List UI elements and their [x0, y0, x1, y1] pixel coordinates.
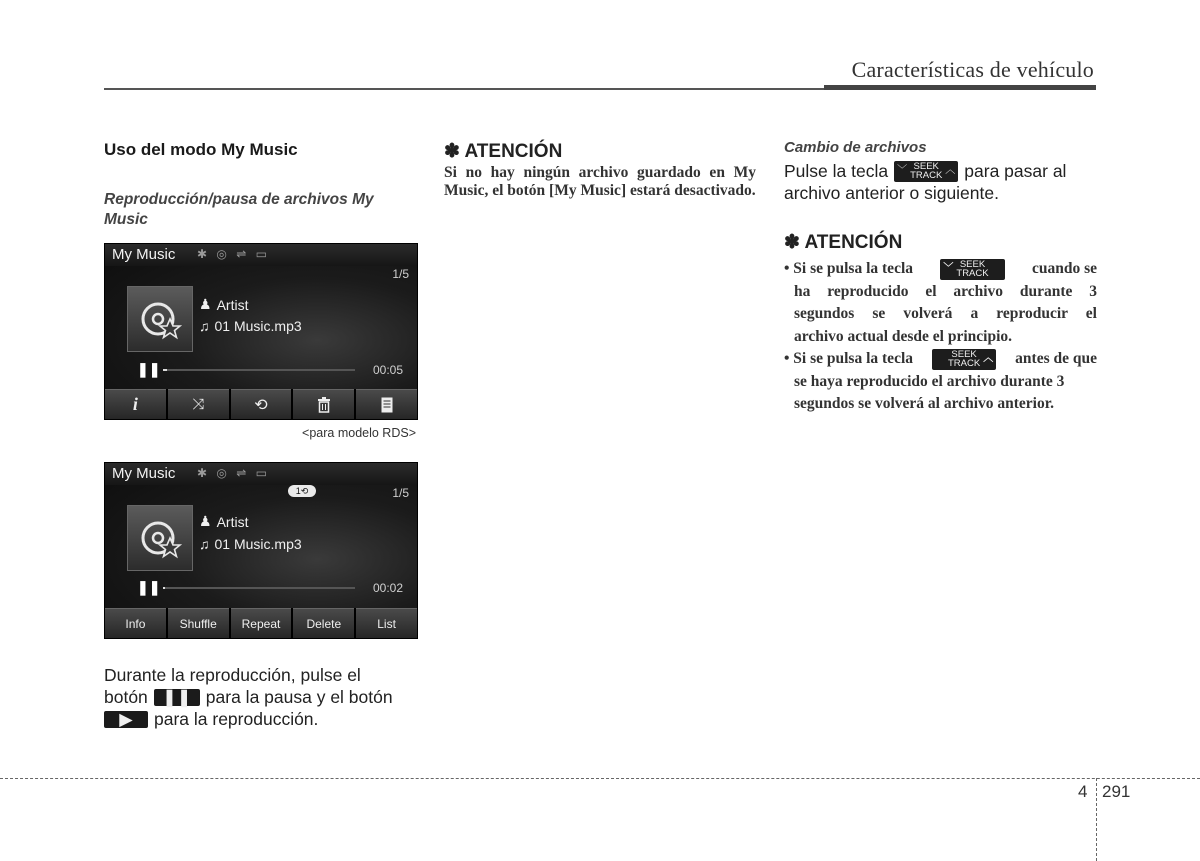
bullet-line [784, 348, 1097, 371]
repeat-button[interactable]: Repeat [231, 608, 292, 638]
track-name: 01 Music.mp3 [214, 318, 302, 334]
shuffle-button[interactable]: Shuffle [168, 608, 229, 638]
pause-icon[interactable]: ❚❚ [137, 361, 161, 377]
footer-divider [1096, 778, 1097, 861]
shuffle-icon: ⤨ [192, 396, 205, 413]
text-line [104, 708, 417, 730]
artist-name: Artist [216, 513, 249, 530]
text-span: cuando se [1031, 260, 1097, 277]
text-span: para la pausa y el botón [205, 687, 393, 707]
music-note-icon: ♫ [199, 536, 210, 552]
text-span: • Si se pulsa la tecla [784, 260, 914, 277]
text-span: Durante la reproducción, pulse el [104, 665, 361, 685]
text-span: Pulse la tecla [784, 161, 889, 181]
progress-bar[interactable] [163, 369, 355, 371]
repeat-icon: ⟲ [254, 396, 268, 414]
chapter-number: 4 [1078, 782, 1088, 801]
artist-name: Artist [216, 296, 249, 313]
delete-icon [317, 397, 331, 413]
bullet-line: segundos se volverá al archivo anterior. [794, 395, 1055, 412]
text-span: para pasar al [964, 161, 1067, 181]
info-icon: i [132, 394, 138, 414]
track-row [199, 536, 302, 552]
music-disc-icon [138, 297, 182, 341]
repeat-one-badge-icon: 1⟲ [288, 485, 316, 497]
artist-icon: ♟ [199, 296, 212, 312]
section-title: Uso del modo My Music [104, 140, 298, 159]
text-span: • Si se pulsa la tecla [784, 350, 914, 367]
seek-key-label: SEEK TRACK [956, 259, 989, 280]
text-span: archivo anterior o siguiente. [784, 183, 999, 203]
list-icon [381, 397, 393, 413]
track-row [199, 318, 302, 334]
bullet-line: archivo actual desde el principio. [794, 327, 1013, 345]
seek-track-down-key-icon [940, 259, 1004, 280]
info-button[interactable]: Info [105, 608, 166, 638]
attention-title: ✽ ATENCIÓN [784, 232, 903, 253]
text-line [104, 664, 417, 686]
repeat-button[interactable] [231, 389, 292, 419]
bullet-line [784, 258, 1097, 281]
status-icons [197, 247, 270, 261]
play-key-icon: ▶ [104, 711, 148, 728]
bluetooth-icon: ✱ [197, 247, 211, 261]
delete-button[interactable] [293, 389, 354, 419]
seek-key-label: SEEK TRACK [947, 349, 981, 370]
seek-track-up-key-icon [932, 349, 996, 370]
text-line [784, 160, 1097, 182]
progress-fill [163, 587, 165, 589]
section-subtitle: Reproducción/pausa de archivos My Music [104, 191, 374, 228]
elapsed-time: 00:02 [372, 581, 403, 595]
bullet-line: ha reproducido el archivo durante 3 [794, 282, 1097, 300]
seek-track-key-icon [894, 161, 958, 182]
attention-text: Si no hay ningún archivo guardado en My Music, el botón [My Music] estará desactivado. [444, 164, 756, 199]
battery-icon: ▭ [255, 247, 270, 261]
artist-icon: ♟ [199, 513, 212, 529]
progress-bar[interactable] [163, 587, 355, 589]
elapsed-time: 00:05 [372, 363, 403, 377]
bluetooth-icon: ✱ [197, 466, 211, 480]
text-span: antes de que [1015, 350, 1097, 367]
status-icons [197, 466, 270, 480]
footer-rule [0, 778, 1200, 779]
seek-key-label: SEEK TRACK [910, 161, 943, 181]
change-files-text [784, 160, 1097, 204]
control-bar [105, 608, 417, 638]
shuffle-button[interactable] [168, 389, 229, 419]
track-name: 01 Music.mp3 [214, 536, 302, 552]
screen-title: My Music [112, 246, 176, 263]
album-art [127, 286, 193, 352]
track-count: 1/5 [392, 267, 409, 281]
list-button[interactable] [356, 389, 417, 419]
track-count: 1/5 [392, 486, 409, 500]
attention-title: ✽ ATENCIÓN [444, 141, 563, 162]
text-span: botón [104, 687, 148, 707]
artist-row [199, 513, 248, 530]
my-music-screen-rds [104, 243, 418, 420]
screen-caption: <para modelo RDS> [302, 426, 416, 440]
music-disc-icon [138, 516, 182, 560]
my-music-screen [104, 462, 418, 639]
music-note-icon: ♫ [199, 318, 210, 334]
pause-icon[interactable]: ❚❚ [137, 579, 161, 595]
header-rule-accent [824, 85, 1096, 90]
disc-icon: ◎ [216, 466, 230, 480]
playback-instructions [104, 664, 417, 730]
page-header-title: Características de vehículo [851, 57, 1094, 82]
page-number: 291 [1102, 782, 1131, 801]
chevron-up-icon: ︿ [945, 165, 956, 176]
artist-row [199, 296, 248, 313]
album-art [127, 505, 193, 571]
bullet-line: segundos se volverá a reproducir el [794, 305, 1097, 322]
control-bar [105, 389, 417, 419]
bullet-line: se haya reproducido el archivo durante 3 [794, 372, 1065, 390]
info-button[interactable] [105, 389, 166, 419]
attention-bullets [784, 258, 1097, 416]
screen-title: My Music [112, 465, 176, 482]
pause-key-icon: ❚❚ [154, 689, 200, 706]
chevron-down-icon: ﹀ [943, 263, 954, 274]
chevron-down-icon: ﹀ [897, 165, 908, 176]
disc-icon: ◎ [216, 247, 230, 261]
list-button[interactable]: List [356, 608, 417, 638]
text-line [104, 686, 417, 708]
delete-button[interactable]: Delete [293, 608, 354, 638]
usb-icon: ⇌ [236, 247, 250, 261]
battery-icon: ▭ [255, 466, 270, 480]
progress-fill [163, 369, 167, 371]
usb-icon: ⇌ [236, 466, 250, 480]
text-line [784, 182, 1097, 204]
text-span: para la reproducción. [154, 709, 319, 729]
chevron-up-icon: ︿ [983, 353, 994, 364]
subsection-title: Cambio de archivos [784, 139, 927, 156]
